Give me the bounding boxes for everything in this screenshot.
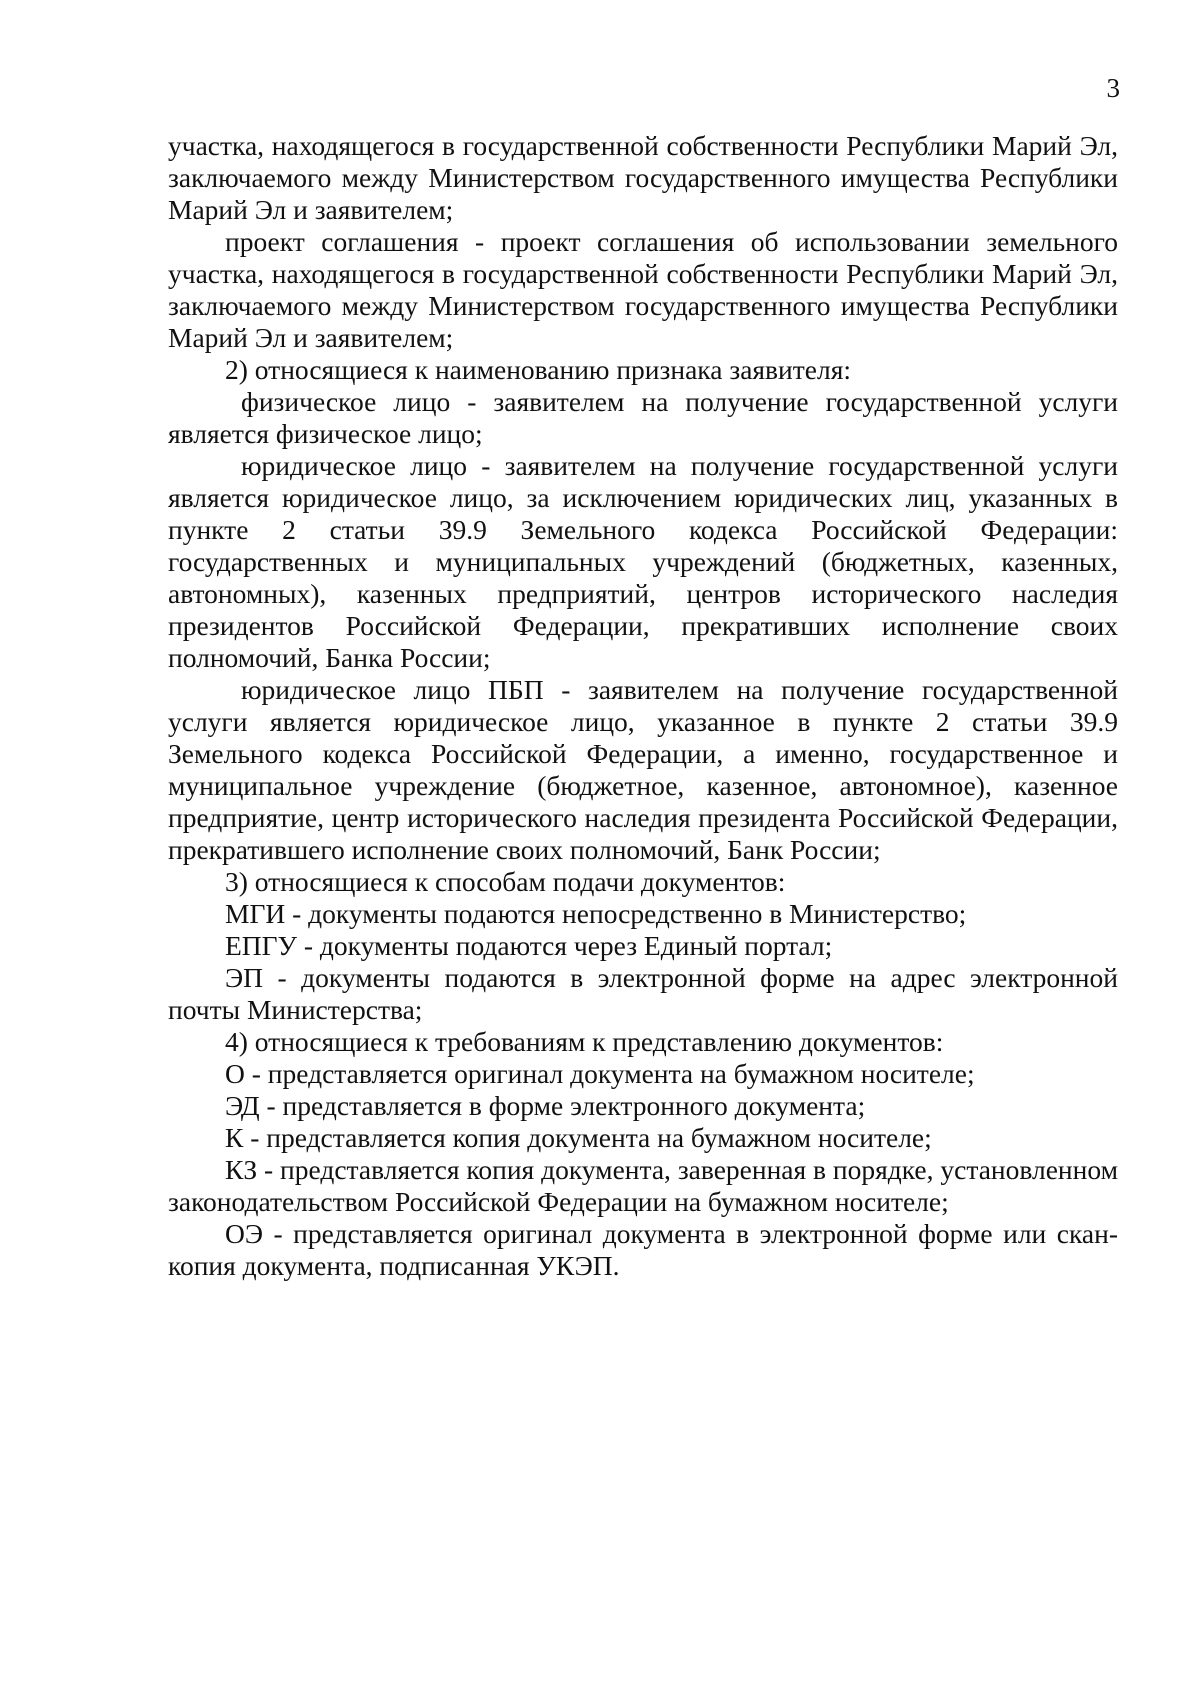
paragraph: КЗ - представляется копия документа, заверенная в порядке, установленном законодательством Российской Федерации на бумажном носителе; <box>168 1154 1118 1217</box>
page-number: 3 <box>1106 73 1120 103</box>
paragraph: 4) относящиеся к требованиям к представлению документов: <box>225 1026 944 1057</box>
paragraph: 2) относящиеся к наименованию признака заявителя: <box>225 354 851 385</box>
paragraph: ОЭ - представляется оригинал документа в электронной форме или скан-копия документа, подписанная УКЭП. <box>168 1218 1118 1281</box>
paragraph: проект соглашения - проект соглашения об использовании земельного участка, находящегося в государственной собственности Республики Марий Эл, заключаемого между Министерством государственного имущества Республики Марий Эл и заявителем; <box>168 226 1118 353</box>
paragraph: К - представляется копия документа на бумажном носителе; <box>225 1122 932 1153</box>
paragraph: МГИ - документы подаются непосредственно в Министерство; <box>225 898 967 929</box>
paragraph: ЭП - документы подаются в электронной форме на адрес электронной почты Министерства; <box>168 962 1118 1025</box>
paragraph: ЭД - представляется в форме электронного документа; <box>225 1090 866 1121</box>
paragraph: 3) относящиеся к способам подачи документов: <box>225 866 786 897</box>
paragraph: юридическое лицо - заявителем на получение государственной услуги является юридическое лицо, за исключением юридических лиц, указанных в пункте 2 статьи 39.9 Земельного кодекса Российской Федерации: государственных и муниципальных учреждений (бюджетных, казенных, автономных), казенных предприятий, центров исторического наследия президентов Российской Федерации, прекративших исполнение своих полномочий, Банка России; <box>168 450 1118 673</box>
paragraph: ЕПГУ - документы подаются через Единый портал; <box>225 930 833 961</box>
paragraph: юридическое лицо ПБП - заявителем на получение государственной услуги является юридическое лицо, указанное в пункте 2 статьи 39.9 Земельного кодекса Российской Федерации, а именно, государственное и муниципальное учреждение (бюджетное, казенное, автономное), казенное предприятие, центр исторического наследия президента Российской Федерации, прекратившего исполнение своих полномочий, Банк России; <box>168 674 1118 865</box>
paragraph: О - представляется оригинал документа на бумажном носителе; <box>225 1058 975 1089</box>
document-body <box>168 130 1118 1282</box>
paragraph: физическое лицо - заявителем на получение государственной услуги является физическое лицо; <box>168 386 1118 449</box>
paragraph: участка, находящегося в государственной собственности Республики Марий Эл, заключаемого между Министерством государственного имущества Республики Марий Эл и заявителем; <box>168 130 1118 225</box>
